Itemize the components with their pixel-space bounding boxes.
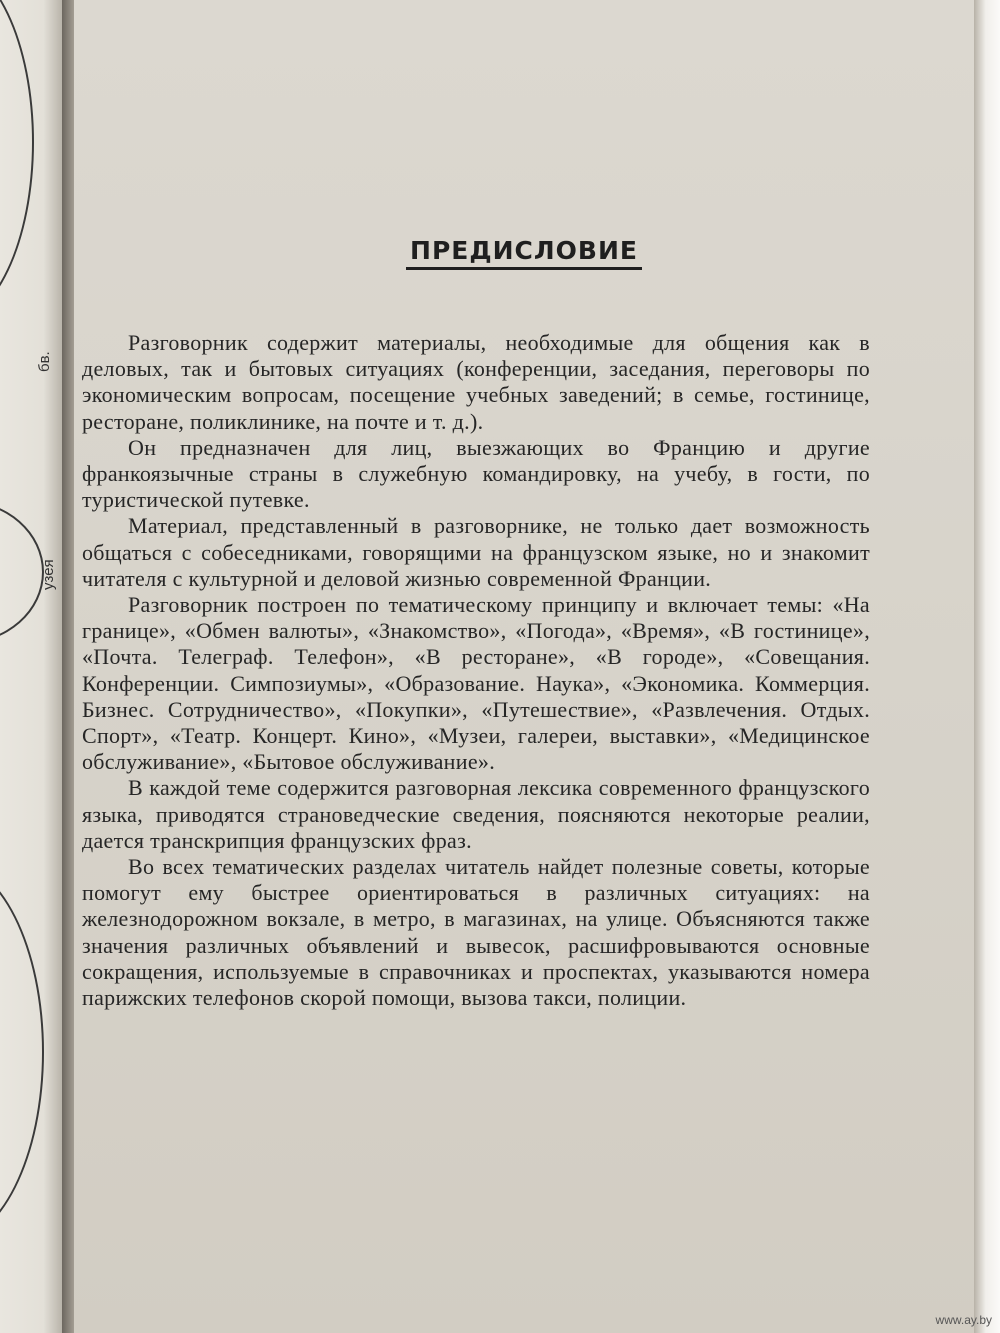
- diagram-arc: [0, 860, 44, 1244]
- book-gutter: [62, 0, 74, 1333]
- book-page: [74, 0, 974, 1333]
- paragraph: Разговорник построен по тематическому принципу и включает темы: «На границе», «Обмен валюты», «Знакомство», «Погода», «Время», «В гостинице», «Почта. Телеграф. Телефон», «В ресторане», «В городе», «Совещания. Конференции. Симпозиумы», «Образование. Наука», «Экономика. Коммерция. Бизнес. Сотрудничество», «Покупки», «Путешествие», «Развлечения. Отдых. Спорт», «Театр. Концерт. Кино», «Музеи, галереи, выставки», «Медицинское обслуживание», «Бытовое обслуживание».: [82, 592, 870, 775]
- preface-text: [82, 330, 870, 1011]
- paragraph: В каждой теме содержится разговорная лексика современного французского языка, приводятся страноведческие сведения, поясняются некоторые реалии, дается транскрипция французских фраз.: [82, 775, 870, 853]
- paragraph: Материал, представленный в разговорнике, не только дает возможность общаться с собеседниками, говорящими на французском языке, но и знакомит читателя с культурной и деловой жизнью современной Франции.: [82, 513, 870, 591]
- left-facing-page: [0, 0, 62, 1333]
- left-page-fragment: бв.: [36, 351, 53, 372]
- diagram-arc: [0, 500, 44, 644]
- paragraph: Он предназначен для лиц, выезжающих во Францию и другие франкоязычные страны в служебную командировку, на учебу, в гости, по туристической путевке.: [82, 434, 870, 513]
- diagram-arc: [0, 0, 34, 324]
- page-edge: [974, 0, 1000, 1333]
- paragraph: Разговорник содержит материалы, необходимые для общения как в деловых, так и бытовых ситуациях (конференции, заседания, переговоры по экономическим вопросам, посещение учебных заведений; в семье, гостинице, ресторане, поликлинике, на почте и т. д.).: [82, 330, 870, 434]
- page-title: [74, 236, 974, 270]
- page-title-text: ПРЕДИСЛОВИЕ: [406, 236, 642, 270]
- paragraph: Во всех тематических разделах читатель найдет полезные советы, которые помогут ему быстрее ориентироваться в различных ситуациях: на железнодорожном вокзале, в метро, в магазинах, на улице. Объясняются также значения различных объявлений и вывесок, расшифровываются основные сокращения, используемые в справочниках и проспектах, указываются номера парижских телефонов скорой помощи, вызова такси, полиции.: [82, 854, 870, 1011]
- watermark: www.ay.by: [935, 1313, 992, 1327]
- left-page-fragment: узея: [40, 559, 57, 590]
